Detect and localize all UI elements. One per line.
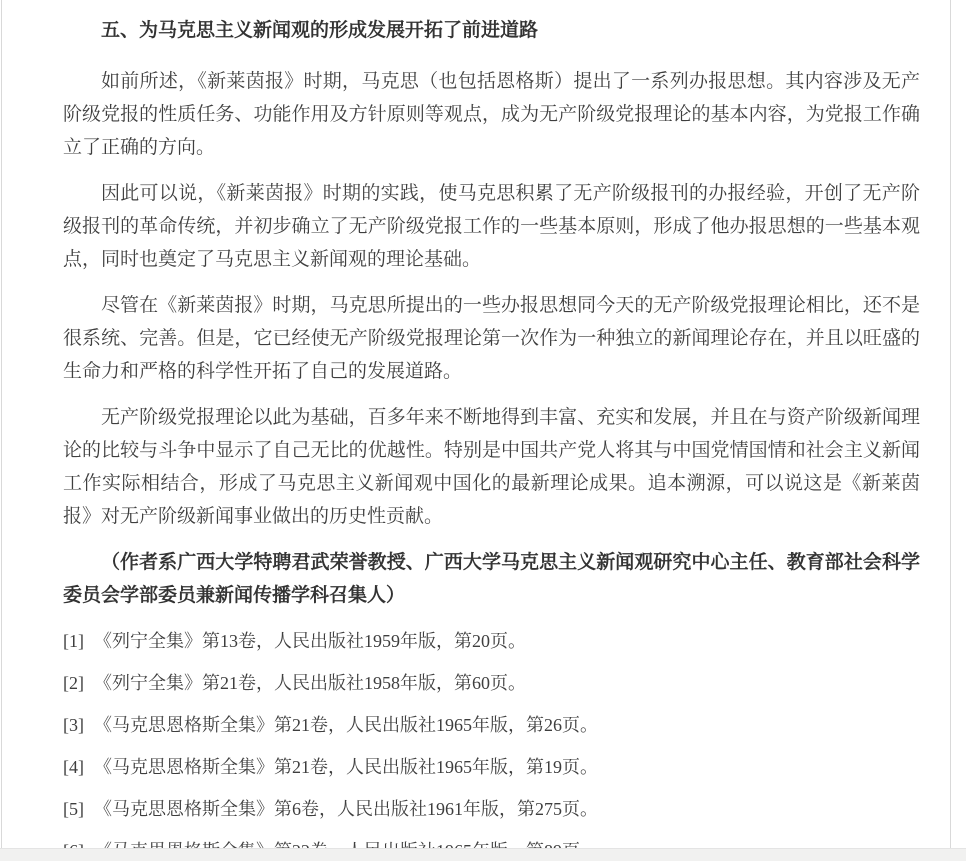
- footnote-marker: [1]: [63, 631, 84, 651]
- paragraph-2: 因此可以说，《新莱茵报》时期的实践，使马克思积累了无产阶级报刊的办报经验，开创了无产阶级报刊的革命传统，并初步确立了无产阶级党报工作的一些基本原则，形成了他办报思想的一些基本观点，同时也奠定了马克思主义新闻观的理论基础。: [63, 183, 920, 270]
- footnote-marker: [3]: [63, 715, 84, 735]
- footnote-text: 《列宁全集》第13卷，人民出版社1959年版，第20页。: [94, 631, 526, 651]
- author-note: （作者系广西大学特聘君武荣誉教授、广西大学马克思主义新闻观研究中心主任、教育部社会科学委员会学部委员兼新闻传播学科召集人）: [63, 552, 920, 606]
- paragraph-4: 无产阶级党报理论以此为基础，百多年来不断地得到丰富、充实和发展，并且在与资产阶级新闻理论的比较与斗争中显示了自己无比的优越性。特别是中国共产党人将其与中国党情国情和社会主义新闻工作实际相结合，形成了马克思主义新闻观中国化的最新理论成果。追本溯源，可以说这是《新莱茵报》对无产阶级新闻事业做出的历史性贡献。: [63, 407, 920, 527]
- footnote-1: [63, 625, 920, 657]
- footnote-4: [63, 751, 920, 783]
- footnote-2: [63, 667, 920, 699]
- footnote-5: [63, 793, 920, 825]
- paragraph-3: 尽管在《新莱茵报》时期，马克思所提出的一些办报思想同今天的无产阶级党报理论相比，还不是很系统、完善。但是，它已经使无产阶级党报理论第一次作为一种独立的新闻理论存在，并且以旺盛的生命力和严格的科学性开拓了自己的发展道路。: [63, 295, 920, 382]
- footnote-text: 《马克思恩格斯全集》第21卷，人民出版社1965年版，第19页。: [94, 757, 598, 777]
- footnote-text: 《马克思恩格斯全集》第6卷，人民出版社1961年版，第275页。: [94, 799, 598, 819]
- section-heading: 五、为马克思主义新闻观的形成发展开拓了前进道路: [101, 20, 539, 41]
- footnote-marker: [5]: [63, 799, 84, 819]
- footnote-text: 《马克思恩格斯全集》第21卷，人民出版社1965年版，第26页。: [94, 715, 598, 735]
- page-left-border: [1, 0, 2, 848]
- paragraph-1: 如前所述，《新莱茵报》时期，马克思（也包括恩格斯）提出了一系列办报思想。其内容涉及无产阶级党报的性质任务、功能作用及方针原则等观点，成为无产阶级党报理论的基本内容，为党报工作确立了正确的方向。: [63, 71, 920, 158]
- vertical-scrollbar[interactable]: [950, 0, 966, 848]
- horizontal-scrollbar[interactable]: [0, 848, 966, 861]
- footnote-3: [63, 709, 920, 741]
- footnote-marker: [4]: [63, 757, 84, 777]
- footnote-text: 《列宁全集》第21卷，人民出版社1958年版，第60页。: [94, 673, 526, 693]
- footnote-marker: [2]: [63, 673, 84, 693]
